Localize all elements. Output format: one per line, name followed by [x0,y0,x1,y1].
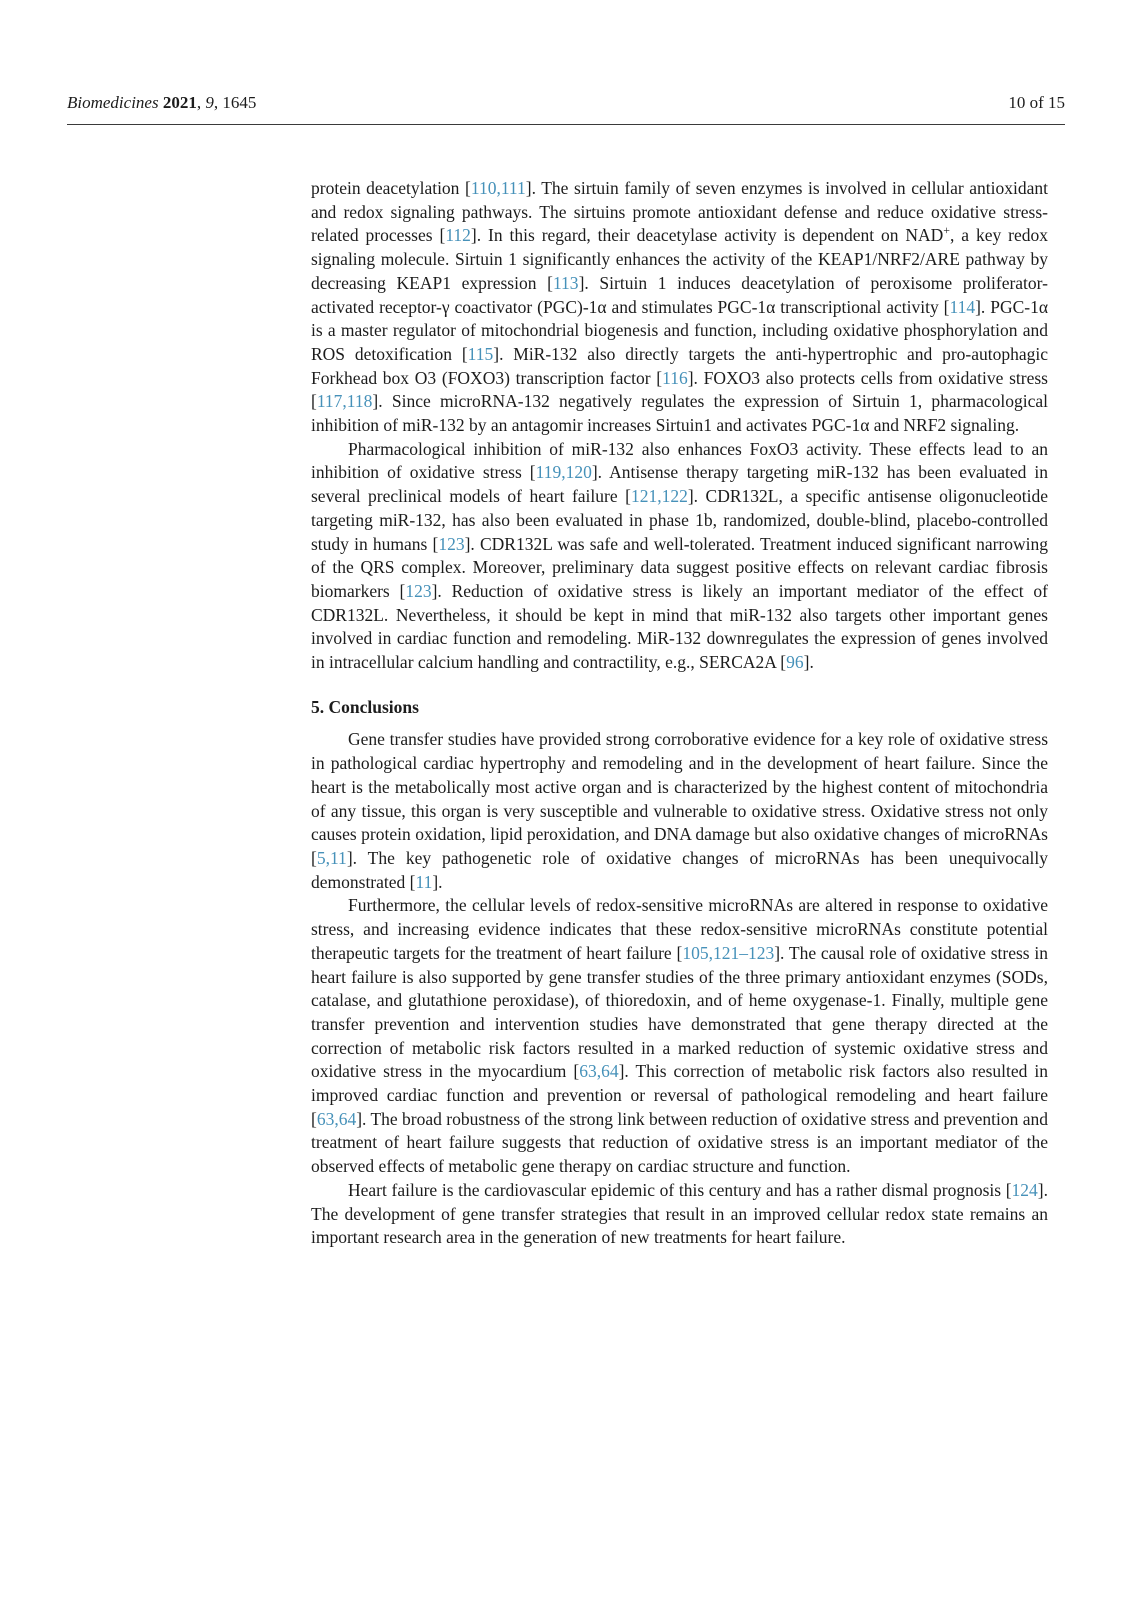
paragraph: Pharmacological inhibition of miR-132 also enhances FoxO3 activity. These effects lead to an inhibition of oxidative stress [119,120]. Antisense therapy targeting miR-132 has been evaluated in several preclinical models of heart failure [121,122]. CDR132L, a specific antisense oligonucleotide targeting miR-132, has also been evaluated in phase 1b, randomized, double-blind, placebo-controlled study in humans [123]. CDR132L was safe and well-tolerated. Treatment induced significant narrowing of the QRS complex. Moreover, preliminary data suggest positive effects on relevant cardiac fibrosis biomarkers [123]. Reduction of oxidative stress is likely an important mediator of the effect of CDR132L. Nevertheless, it should be kept in mind that miR-132 also targets other important genes involved in cardiac function and remodeling. MiR-132 downregulates the expression of genes involved in intracellular calcium handling and contractility, e.g., SERCA2A [96]. [311,438,1048,673]
citation-link[interactable]: 121,122 [630,486,688,507]
citation-link[interactable]: 11 [415,871,433,892]
citation-link[interactable]: 117,118 [316,391,373,412]
citation-link[interactable]: 124 [1011,1179,1038,1200]
journal-citation-segment: , [196,93,206,112]
citation-link[interactable]: 96 [786,652,804,673]
paragraph: protein deacetylation [110,111]. The sirtuin family of seven enzymes is involved in cellular antioxidant and redox signaling pathways. The sirtuins promote antioxidant defense and reduce oxidative stress-related processes [112]. In this regard, their deacetylase activity is dependent on NAD+, a key redox signaling molecule. Sirtuin 1 significantly enhances the activity of the KEAP1/NRF2/ARE pathway by decreasing KEAP1 expression [113]. Sirtuin 1 induces deacetylation of peroxisome proliferator-activated receptor-γ coactivator (PGC)-1α and stimulates PGC-1α transcriptional activity [114]. PGC-1α is a master regulator of mitochondrial biogenesis and function, including oxidative phosphorylation and ROS detoxification [115]. MiR-132 also directly targets the anti-hypertrophic and pro-autophagic Forkhead box O3 (FOXO3) transcription factor [116]. FOXO3 also protects cells from oxidative stress [117,118]. Since microRNA-132 negatively regulates the expression of Sirtuin 1, pharmacological inhibition of miR-132 by an antagomir increases Sirtuin1 and activates PGC-1α and NRF2 signaling. [311,178,1049,436]
citation-link[interactable]: 63,64 [579,1061,619,1082]
paragraph: Gene transfer studies have provided strong corroborative evidence for a key role of oxidative stress in pathological cardiac hypertrophy and remodeling and in the development of heart failure. Since the heart is the metabolically most active organ and is characterized by the highest content of mitochondria of any tissue, this organ is very susceptible and vulnerable to oxidative stress. Oxidative stress not only causes protein oxidation, lipid peroxidation, and DNA damage but also oxidative changes of microRNAs [5,11]. The key pathogenetic role of oxidative changes of microRNAs has been unequivocally demonstrated [11]. [311,729,1048,892]
citation-link[interactable]: 113 [552,272,579,293]
citation-link[interactable]: 123 [438,533,465,554]
page-number: 10 of 15 [1008,93,1065,112]
journal-citation-segment: 9 [205,93,214,112]
paragraph: Furthermore, the cellular levels of redox-sensitive microRNAs are altered in response to oxidative stress, and increasing evidence indicates that these redox-sensitive microRNAs constitute potential therapeutic targets for the treatment of heart failure [105,121–123]. The causal role of oxidative stress in heart failure is also supported by gene transfer studies of the three primary antioxidant enzymes (SODs, catalase, and glutathione peroxidase), of thioredoxin, and of heme oxygenase-1. Finally, multiple gene transfer prevention and intervention studies have demonstrated that gene therapy directed at the correction of metabolic risk factors resulted in a marked reduction of systemic oxidative stress and oxidative stress in the myocardium [63,64]. This correction of metabolic risk factors also resulted in improved cardiac function and prevention or reversal of pathological remodeling and heart failure [63,64]. The broad robustness of the strong link between reduction of oxidative stress and prevention and treatment of heart failure suggests that reduction of oxidative stress is an important mediator of the observed effects of metabolic gene therapy on cardiac structure and function. [311,895,1048,1177]
journal-citation-segment: , 1645 [213,93,257,112]
citation-link[interactable]: 63,64 [316,1108,357,1129]
journal-citation-segment: 2021 [162,93,197,112]
journal-running-head [67,93,256,113]
citation-link[interactable]: 5,11 [316,847,347,868]
citation-link[interactable]: 114 [949,296,976,317]
citation-link[interactable]: 105,121–123 [682,942,775,963]
citation-link[interactable]: 112 [445,225,471,246]
page-header [67,93,1065,113]
citation-link[interactable]: 123 [405,580,432,601]
citation-link[interactable]: 116 [662,367,688,388]
journal-citation-segment: Biomedicines [67,93,163,112]
article-body [311,177,1048,1250]
citation-link[interactable]: 119,120 [535,462,592,483]
section-heading: 5. Conclusions [311,696,419,717]
citation-link[interactable]: 115 [467,343,494,364]
paragraph: Heart failure is the cardiovascular epidemic of this century and has a rather dismal prognosis [124]. The development of gene transfer strategies that result in an improved cellular redox state remains an important research area in the generation of new treatments for heart failure. [311,1179,1048,1248]
citation-link[interactable]: 110,111 [470,178,526,198]
header-rule [67,124,1065,125]
superscript: + [943,223,951,238]
